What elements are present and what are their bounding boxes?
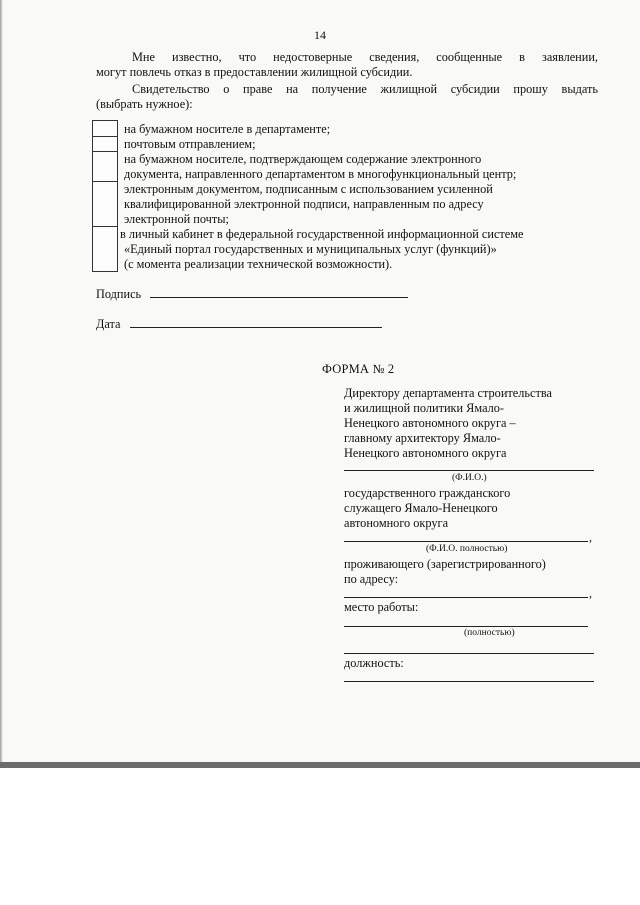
option-email-line-2: квалифицированной электронной подписи, направленным по адресу bbox=[124, 197, 484, 211]
option-portal-line-1: в личный кабинет в федеральной государственной информационной системе bbox=[120, 227, 524, 241]
addressee-line-4: главному архитектору Ямало- bbox=[344, 431, 501, 445]
fio-line[interactable] bbox=[344, 470, 594, 471]
fio-full-comma: , bbox=[589, 530, 592, 544]
paragraph-warning bbox=[96, 50, 598, 80]
addressee-line-5: Ненецкого автономного округа bbox=[344, 446, 507, 460]
page-number: 14 bbox=[314, 28, 326, 42]
option-portal-line-3: (с момента реализации технической возможности). bbox=[124, 257, 393, 271]
residing-block bbox=[344, 557, 600, 587]
signature-line[interactable] bbox=[150, 286, 408, 298]
workplace-caption: (полностью) bbox=[464, 628, 515, 638]
workplace-line-2[interactable] bbox=[344, 653, 594, 654]
workplace-line[interactable] bbox=[344, 626, 588, 627]
checkbox-post[interactable] bbox=[92, 137, 118, 152]
fio-caption: (Ф.И.О.) bbox=[452, 473, 487, 483]
checkbox-paper-mfc[interactable] bbox=[92, 152, 118, 182]
delivery-options bbox=[120, 122, 604, 272]
option-email-line-1: электронным документом, подписанным с использованием усиленной bbox=[124, 182, 493, 196]
applicant-line-1: государственного гражданского bbox=[344, 486, 511, 500]
addressee-block bbox=[344, 386, 600, 461]
position-label: должность: bbox=[344, 656, 404, 670]
option-post: почтовым отправлением; bbox=[124, 137, 256, 151]
address-line[interactable] bbox=[344, 597, 588, 598]
option-paper-department: на бумажном носителе в департаменте; bbox=[124, 122, 331, 136]
paragraph-warning-line-2: могут повлечь отказ в предоставлении жилищной субсидии. bbox=[96, 65, 413, 79]
applicant-line-2: служащего Ямало-Ненецкого bbox=[344, 501, 498, 515]
signature-row bbox=[96, 286, 408, 302]
signature-label: Подпись bbox=[96, 287, 142, 301]
applicant-line-3: автономного округа bbox=[344, 516, 449, 530]
paragraph-delivery-choice bbox=[96, 82, 598, 112]
residing-line-1: проживающего (зарегистрированного) bbox=[344, 557, 546, 571]
date-line[interactable] bbox=[130, 316, 382, 328]
addressee-line-3: Ненецкого автономного округа – bbox=[344, 416, 516, 430]
applicant-block bbox=[344, 486, 600, 531]
fio-full-caption: (Ф.И.О. полностью) bbox=[426, 544, 508, 554]
option-portal-line-2: «Единый портал государственных и муниципальных услуг (функций)» bbox=[124, 242, 497, 256]
workplace-label: место работы: bbox=[344, 600, 419, 614]
addressee-line-1: Директору департамента строительства bbox=[344, 386, 552, 400]
option-email-line-3: электронной почты; bbox=[124, 212, 229, 226]
paragraph-warning-line-1: Мне известно, что недостоверные сведения, сообщенные в заявлении, bbox=[132, 50, 598, 64]
addressee-line-2: и жилищной политики Ямало- bbox=[344, 401, 505, 415]
option-paper-mfc-line-2: документа, направленного департаментом в многофункциональный центр; bbox=[124, 167, 517, 181]
fio-full-line[interactable] bbox=[344, 541, 588, 542]
paragraph-delivery-line-2: (выбрать нужное): bbox=[96, 97, 193, 111]
form-2-title: ФОРМА № 2 bbox=[322, 362, 395, 376]
checkbox-paper-department[interactable] bbox=[92, 120, 118, 137]
paragraph-delivery-line-1: Свидетельство о праве на получение жилищной субсидии прошу выдать bbox=[132, 82, 598, 96]
position-line[interactable] bbox=[344, 681, 594, 682]
checkbox-portal[interactable] bbox=[92, 227, 118, 272]
date-row bbox=[96, 316, 382, 332]
option-checkboxes bbox=[92, 120, 120, 272]
date-label: Дата bbox=[96, 317, 121, 331]
residing-line-2: по адресу: bbox=[344, 572, 399, 586]
checkbox-email[interactable] bbox=[92, 182, 118, 227]
option-paper-mfc-line-1: на бумажном носителе, подтверждающем содержание электронного bbox=[124, 152, 482, 166]
address-comma: , bbox=[589, 586, 592, 600]
